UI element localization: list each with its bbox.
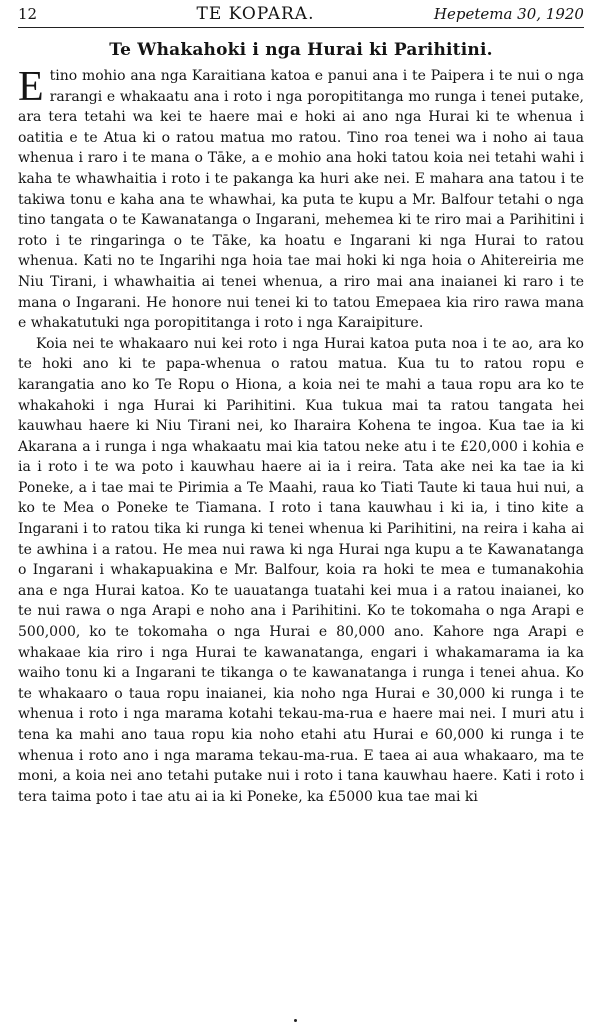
paragraph-1-text: tino mohio ana nga Karaitiana katoa e panui ana i te Paipera i te nui o nga rarangi e whakaatu ana i roto i nga poropititanga mo runga i tenei putake, ara tera tetahi wa kei te haere mai e hoki ai ano nga Hurai ki te whenua i oatitia e te Atua ki o ratou matua mo ratou. Tino roa tenei wa i noho ai taua whenua i raro i te mana o Tāke, a e mohio ana hoki tatou koia nei tetahi wahi i kaha te whawhaitia i roto i te pakanga ka huri ake nei. E mahara ana tatou i te takiwa tonu e kaha ana te whawhai, ka puta te kupu a Mr. Balfour tetahi o nga tino tangata o te Kawanatanga o Ingarani, mehemea ki te riro mai a Parihitini i roto i te ringaringa o te Tāke, ka hoatu e Ingarani ki nga Hurai to ratou whenua. Kati no te Ingarihi nga hoia tae mai hoki ki nga hoia o Ahitereiria me Niu Tirani, i whawhaitia ai tenei whenua, a riro mai ana inaianei ki raro i te mana o Ingarani. He honore nui tenei ki to tatou Emepaea kia riro rawa mana e whakatutuki nga poropititanga i roto i nga Karaipiture.	[18, 68, 584, 332]
article-title: Te Whakahoki i nga Hurai ki Parihitini.	[109, 40, 493, 60]
drop-cap: E	[18, 64, 44, 110]
publication-title: TE KOPARA.	[196, 4, 315, 24]
paragraph-2: Koia nei te whakaaro nui kei roto i nga Hurai katoa puta noa i te ao, ara ko te hoki ano ki te papa-whenua o ratou matua. Kua tu to ratou ropu e karangatia ano ko Te Ropu o Hiona, a koia nei te mahi a taua ropu ara ko te whakahoki i nga Hurai ki Parihitini. Kua tukua mai ta ratou tangata hei kauwhau haere ki Niu Tirani nei, ko Iharaira Kohena te ingoa. Kua tae ia ki Akarana a i runga i nga whakaatu mai kia tatou neke atu i te £20,000 i kohia e ia i roto i te wa poto i kauwhau haere ai ia i reira. Tata ake nei ka tae ia ki Poneke, a i tae mai te Pirimia a Te Maahi, raua ko Tiati Taute ki taua hui nui, a ko te Mea o Poneke te Tiamana. I roto i tana kauwhau i ki ia, i tino kite a Ingarani i to ratou tika ki runga ki tenei whenua ki Parihitini, na reira i kaha ai te awhina i a ratou. He mea nui rawa ki nga Hurai nga kupu a te Kawanatanga o Ingarani i whakapuakina e Mr. Balfour, koia ra hoki te mea e tumanakohia ana e nga Hurai katoa. Ko te uauatanga tuatahi kei mua i a ratou inaianei, ko te nui rawa o nga Arapi e noho ana i Parihitini. Ko te tokomaha o nga Arapi e 500,000, ko te tokomaha o nga Hurai e 80,000 ano. Kahore nga Arapi e whakaae kia riro i nga Hurai te kawanatanga, engari i whakamarama ia ka waiho tonu ki a Ingarani te tikanga o te kawanatanga i runga i tenei ahua. Ko te whakaaro o taua ropu inaianei, kia noho nga Hurai e 30,000 ki runga i te whenua i roto i nga marama kotahi tekau-ma-rua e haere mai nei. I muri atu i tena ka mahi ano taua ropu kia noho etahi atu Hurai e 60,000 ki runga i te whenua i roto ano i nga marama tekau-ma-rua. E taea ai aua whakaaro, ma te moni, a koia nei ano tetahi putake nui i roto i tana kauwhau haere. Kati i roto i tera taima poto i tae atu ai ia ki Poneke, ka £5000 kua tae mai ki	[18, 335, 584, 805]
issue-date: Hepetema 30, 1920	[433, 5, 584, 23]
page-header	[18, 4, 584, 28]
article-body	[18, 66, 584, 807]
page-number: 12	[18, 5, 38, 23]
bottom-dot-mark	[294, 1019, 297, 1022]
paragraph-1	[18, 66, 584, 334]
